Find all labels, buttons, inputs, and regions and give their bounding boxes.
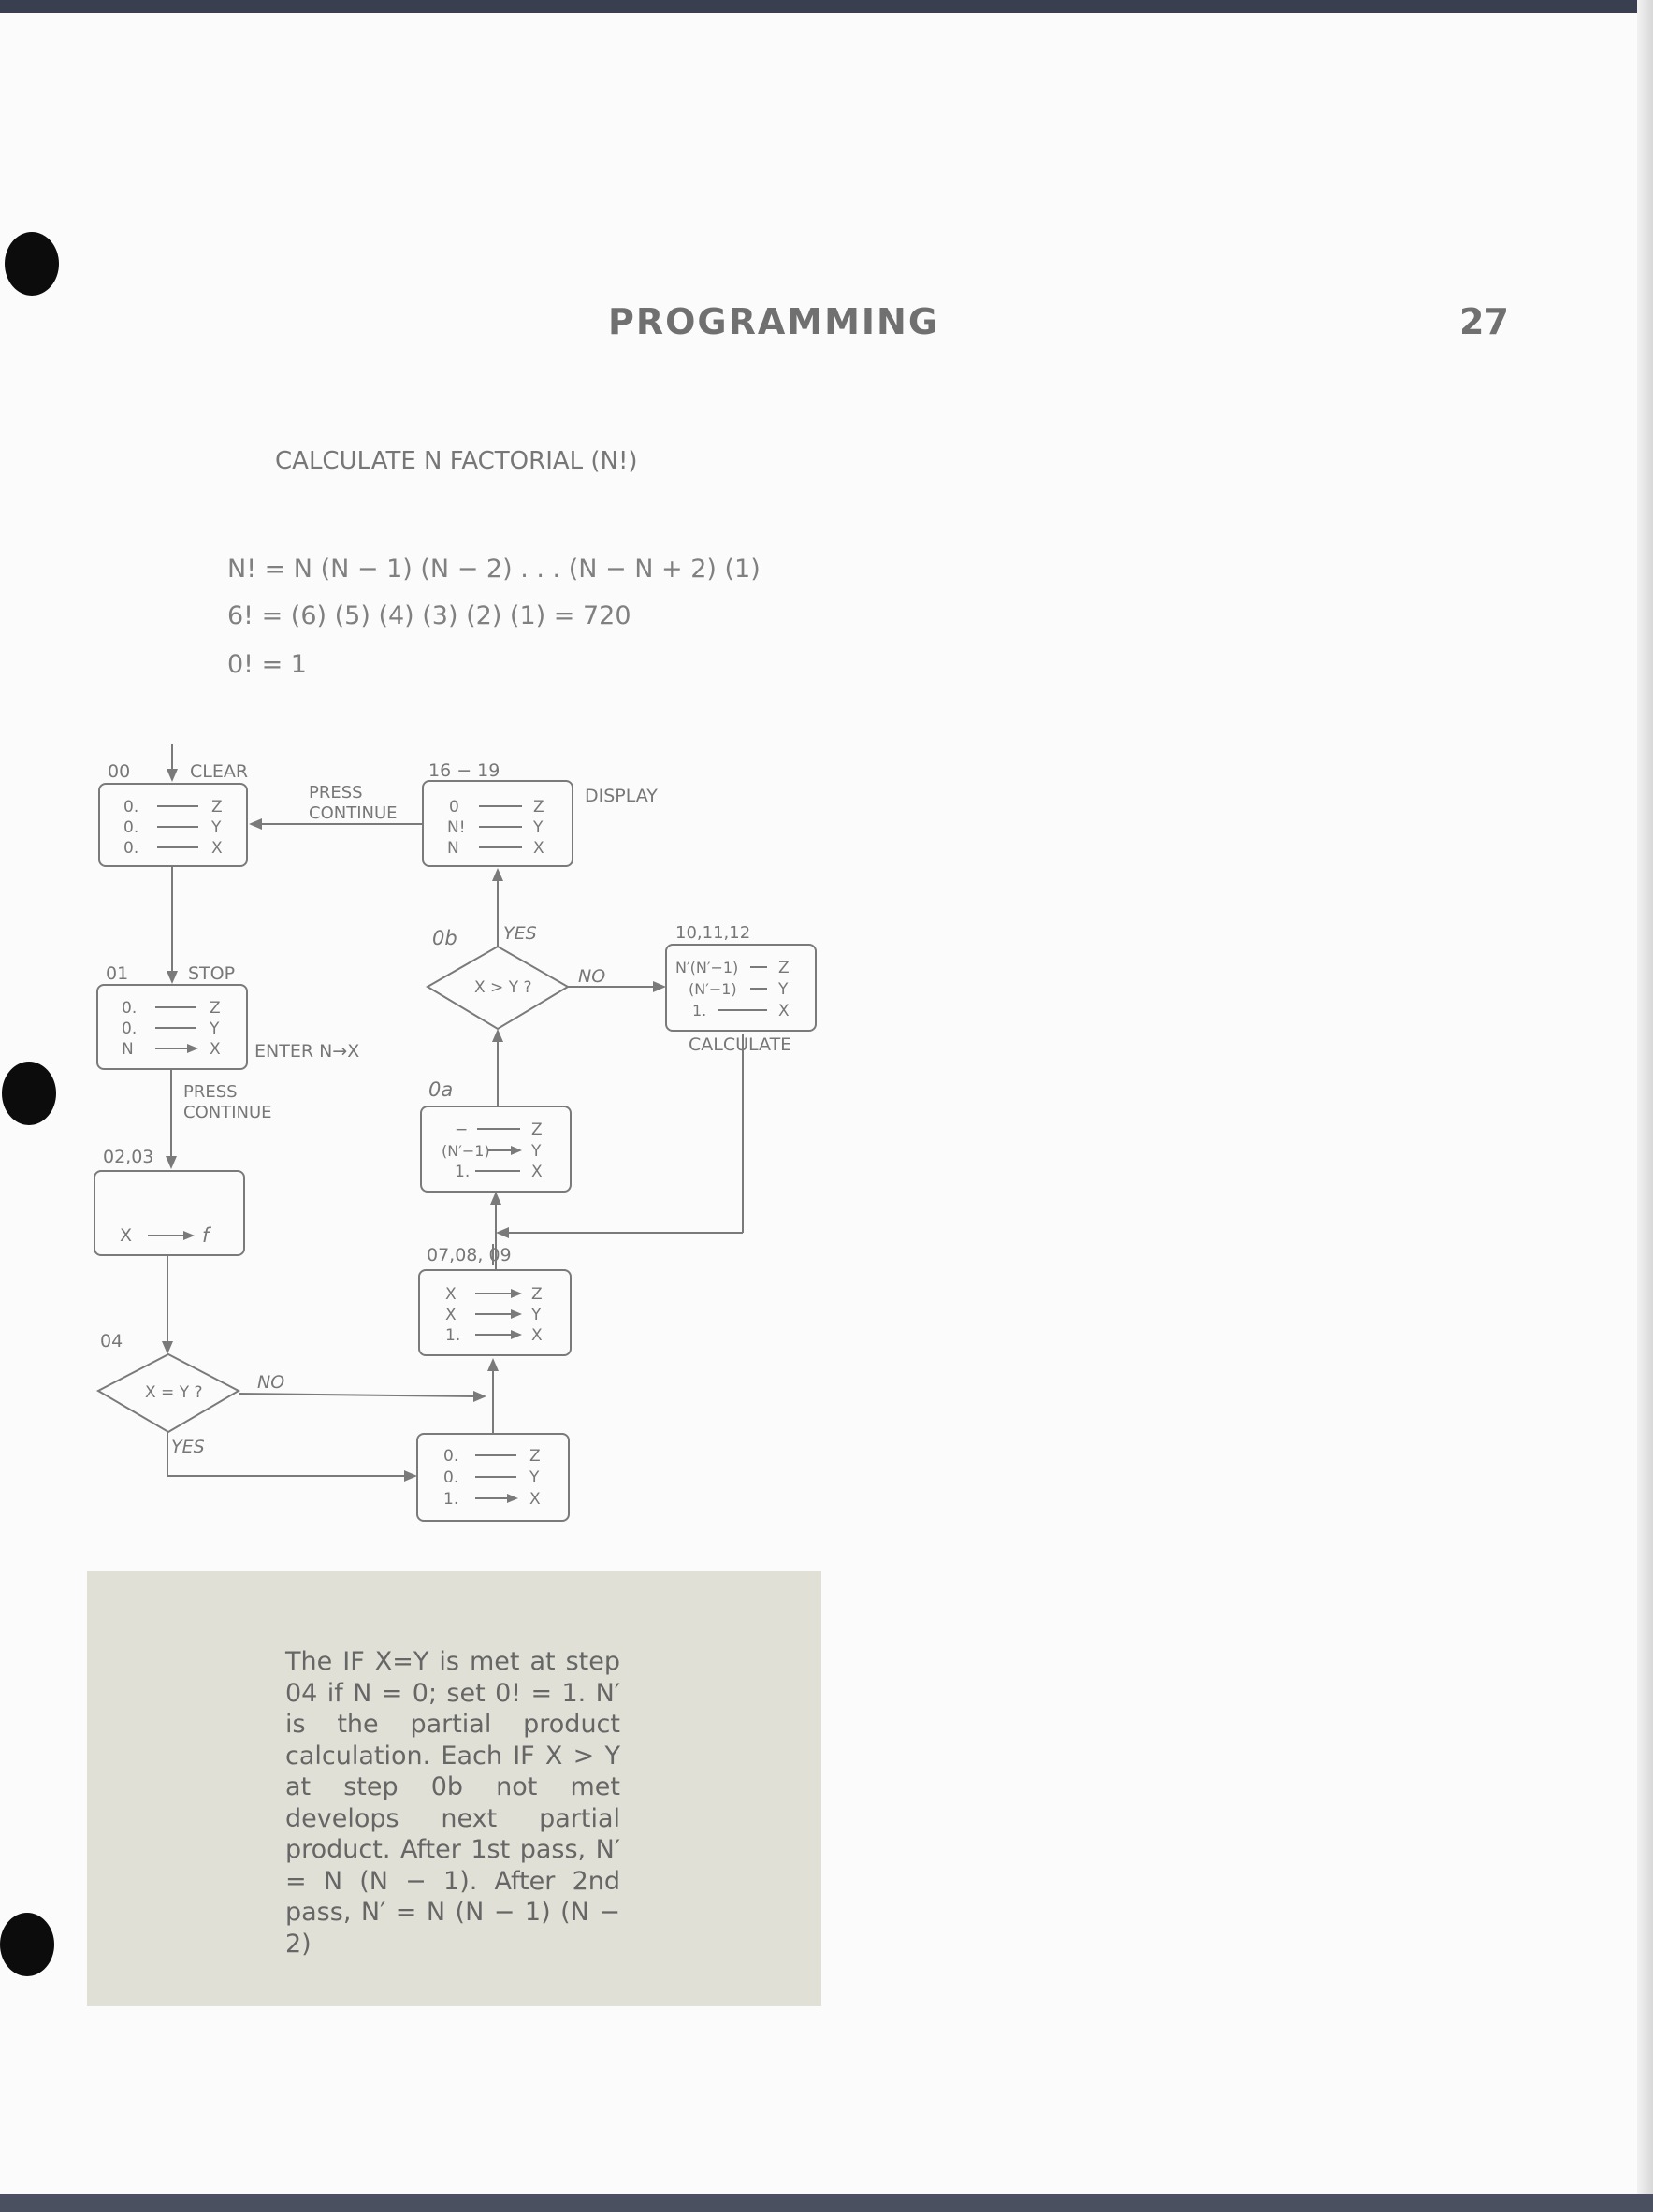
formula-line: 0! = 1 <box>227 650 307 679</box>
register-value: 0. <box>123 839 139 858</box>
step-label: 07,08, 09 <box>427 1245 512 1265</box>
register-value: 1. <box>443 1490 459 1509</box>
register-value: 0 <box>449 798 459 817</box>
register-name: Z <box>533 798 544 817</box>
step-label: 0b <box>432 927 457 949</box>
register-name: Y <box>533 818 544 837</box>
arrow-label: CONTINUE <box>183 1103 272 1122</box>
register-value: 1. <box>692 1002 707 1019</box>
register-name: X <box>533 839 544 858</box>
arrow-label: CONTINUE <box>309 803 398 823</box>
register-value: (N′−1) <box>442 1142 490 1160</box>
decision-text: X > Y ? <box>474 978 532 997</box>
register-name: Z <box>211 798 223 817</box>
step-label: 0a <box>428 1078 454 1101</box>
register-value: 0. <box>122 1019 138 1038</box>
register-value: 1. <box>445 1326 461 1345</box>
register-name: f <box>202 1224 210 1247</box>
register-name: X <box>778 1002 790 1020</box>
flow-box-0203 <box>94 1171 244 1255</box>
step-label: 00 <box>108 761 131 782</box>
register-name: Z <box>778 959 790 977</box>
branch-label: YES <box>171 1437 205 1457</box>
step-label: 16 − 19 <box>428 760 500 781</box>
box-label: STOP <box>188 963 236 984</box>
register-value: 0. <box>123 818 139 837</box>
register-value: X <box>445 1306 457 1324</box>
register-value: X <box>445 1285 457 1304</box>
step-label: 04 <box>100 1331 123 1352</box>
flow-box-display <box>423 781 573 866</box>
register-name: X <box>531 1326 543 1345</box>
register-value: 0. <box>123 798 139 817</box>
register-value: 0. <box>122 999 138 1018</box>
section-subtitle: CALCULATE N FACTORIAL (N!) <box>275 447 638 475</box>
register-name: Z <box>529 1447 541 1466</box>
page-title: PROGRAMMING <box>608 301 940 342</box>
register-name: Y <box>210 1019 220 1038</box>
formula-line: 6! = (6) (5) (4) (3) (2) (1) = 720 <box>227 601 631 630</box>
flow-box-070809 <box>419 1270 571 1355</box>
register-name: X <box>529 1490 541 1509</box>
register-name: Y <box>211 818 222 837</box>
register-name: Y <box>531 1142 542 1161</box>
arrow-label: PRESS <box>309 783 363 802</box>
register-value: N <box>447 839 459 858</box>
register-name: Y <box>531 1306 542 1324</box>
register-value: N! <box>447 818 466 837</box>
box-label: CALCULATE <box>689 1034 792 1055</box>
register-name: Y <box>529 1468 540 1487</box>
register-value: 0. <box>443 1468 459 1487</box>
register-value: N <box>122 1040 134 1059</box>
register-value: N′(N′−1) <box>675 959 739 976</box>
branch-label: NO <box>257 1372 285 1393</box>
page-number: 27 <box>1459 301 1509 342</box>
box-note: ENTER N→X <box>254 1041 360 1062</box>
box-label: CLEAR <box>190 761 249 782</box>
register-name: X <box>531 1163 543 1181</box>
register-name: Z <box>210 999 221 1018</box>
step-label: 10,11,12 <box>675 923 751 943</box>
register-value: X <box>120 1225 133 1246</box>
decision-text: X = Y ? <box>145 1383 203 1402</box>
step-label: 02,03 <box>103 1147 154 1167</box>
register-value: 1. <box>455 1163 471 1181</box>
flow-box-clear <box>99 784 247 866</box>
register-name: Z <box>531 1285 543 1304</box>
arrow-label: PRESS <box>183 1082 238 1102</box>
box-label: DISPLAY <box>585 786 658 806</box>
note-text: The IF X=Y is met at step 04 if N = 0; set 0! = 1. N′ is the partial product calculation. Each IF X > Y at step 0b not met develops next partial product. After 1st pass, N′ = N (N − 1). After 2nd pass, N′ = N (N − 1) (N − 2) <box>285 1647 620 1959</box>
register-value: 0. <box>443 1447 459 1466</box>
register-value: − <box>455 1120 469 1139</box>
formula-line: N! = N (N − 1) (N − 2) . . . (N − N + 2) (1) <box>227 555 761 584</box>
register-value: (N′−1) <box>689 980 737 998</box>
step-label: 01 <box>106 963 129 984</box>
register-name: Z <box>531 1120 543 1139</box>
register-name: X <box>211 839 223 858</box>
branch-label: NO <box>578 966 606 987</box>
register-name: Y <box>778 980 789 999</box>
register-name: X <box>210 1040 221 1059</box>
branch-label: YES <box>503 923 537 944</box>
